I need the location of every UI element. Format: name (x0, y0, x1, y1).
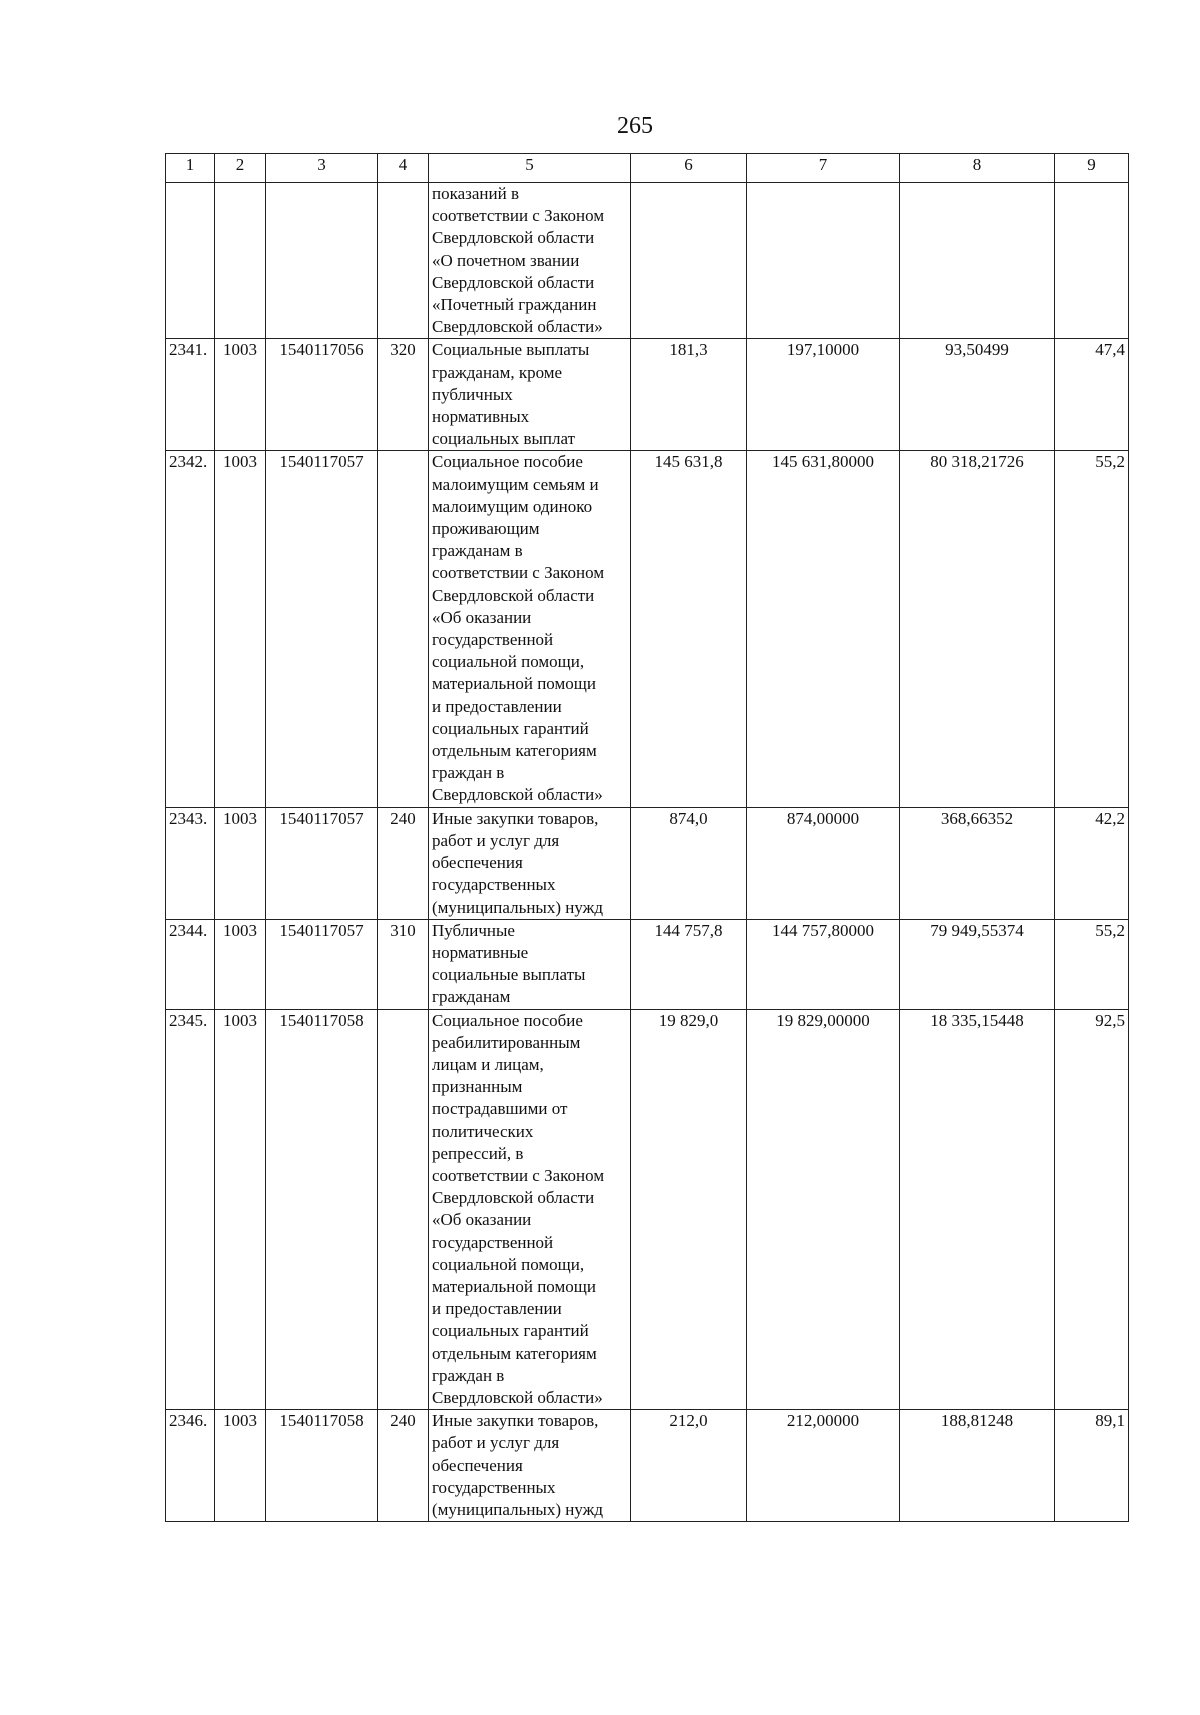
description-line: проживающим (432, 519, 540, 539)
target-article-cell: 1540117057 (266, 807, 378, 919)
description-line: признанным (432, 1077, 523, 1097)
row-number-cell: 2341. (166, 339, 215, 451)
section-code-cell: 1003 (215, 339, 266, 451)
description-cell (429, 807, 631, 919)
budget-table (165, 153, 1129, 1522)
section-code-cell: 1003 (215, 1009, 266, 1410)
description-line: работ и услуг для (432, 830, 560, 850)
row-number-cell: 2343. (166, 807, 215, 919)
target-article-cell: 1540117058 (266, 1410, 378, 1522)
description-line: работ и услуг для (432, 1433, 560, 1453)
approved-amount-cell: 212,0 (631, 1410, 747, 1522)
description-line: государственной (432, 1232, 554, 1252)
execution-percent-cell: 47,4 (1055, 339, 1129, 451)
description-line: социальных гарантий (432, 1321, 589, 1341)
description-line: Иные закупки товаров, (432, 1411, 599, 1431)
approved-amount-cell: 181,3 (631, 339, 747, 451)
description-line: нормативные (432, 942, 529, 962)
description-line: и предоставлении (432, 1299, 562, 1319)
description-line: социальной помощи, (432, 652, 585, 672)
description-line: (муниципальных) нужд (432, 897, 604, 917)
description-line: граждан в (432, 763, 505, 783)
specified-amount-cell: 874,00000 (747, 807, 900, 919)
description-line: материальной помощи (432, 674, 596, 694)
description-line: (муниципальных) нужд (432, 1499, 604, 1519)
approved-amount-cell: 144 757,8 (631, 919, 747, 1009)
description-line: «Почетный гражданин (432, 295, 597, 315)
description-line: социальных гарантий (432, 718, 589, 738)
expense-type-cell: 310 (378, 919, 429, 1009)
row-number-cell: 2344. (166, 919, 215, 1009)
description-line: соответствии с Законом (432, 206, 605, 226)
column-header: 1 (166, 154, 215, 183)
column-header: 5 (429, 154, 631, 183)
description-line: Свердловской области» (432, 1387, 603, 1407)
description-line: обеспечения (432, 853, 523, 873)
page-number: 265 (617, 113, 653, 139)
description-line: материальной помощи (432, 1276, 596, 1296)
description-line: гражданам в (432, 541, 523, 561)
table-row (166, 1410, 1129, 1522)
description-line: отдельным категориям (432, 741, 597, 761)
executed-amount-cell: 80 318,21726 (900, 451, 1055, 807)
expense-type-cell: 240 (378, 1410, 429, 1522)
section-code-cell: 1003 (215, 1410, 266, 1522)
row-number-cell: 2342. (166, 451, 215, 807)
expense-type-cell: 320 (378, 339, 429, 451)
specified-amount-cell: 144 757,80000 (747, 919, 900, 1009)
table-row (166, 1009, 1129, 1410)
description-line: Социальные выплаты (432, 340, 590, 360)
description-line: гражданам, кроме (432, 362, 563, 382)
description-line: соответствии с Законом (432, 563, 605, 583)
description-cell (429, 183, 631, 339)
description-cell (429, 919, 631, 1009)
description-cell (429, 339, 631, 451)
executed-amount-cell: 79 949,55374 (900, 919, 1055, 1009)
description-line: политических (432, 1121, 534, 1141)
description-cell (429, 451, 631, 807)
description-line: социальной помощи, (432, 1254, 585, 1274)
description-line: лицам и лицам, (432, 1054, 544, 1074)
approved-amount-cell: 874,0 (631, 807, 747, 919)
column-header: 8 (900, 154, 1055, 183)
description-cell (429, 1410, 631, 1522)
description-line: реабилитированным (432, 1032, 581, 1052)
table-row (166, 451, 1129, 807)
description-line: государственных (432, 1477, 556, 1497)
column-header: 4 (378, 154, 429, 183)
specified-amount-cell: 212,00000 (747, 1410, 900, 1522)
description-line: Публичные (432, 920, 515, 940)
column-header: 3 (266, 154, 378, 183)
description-line: Социальное пособие (432, 452, 583, 472)
row-number-cell: 2346. (166, 1410, 215, 1522)
executed-amount-cell: 18 335,15448 (900, 1009, 1055, 1410)
execution-percent-cell: 55,2 (1055, 451, 1129, 807)
description-line: «Об оказании (432, 607, 532, 627)
table-row (166, 807, 1129, 919)
section-code-cell: 1003 (215, 451, 266, 807)
table-row (166, 339, 1129, 451)
row-number-cell: 2345. (166, 1009, 215, 1410)
description-line: Иные закупки товаров, (432, 808, 599, 828)
description-line: и предоставлении (432, 696, 562, 716)
description-line: Свердловской области (432, 228, 595, 248)
description-line: социальных выплат (432, 429, 576, 449)
execution-percent-cell: 89,1 (1055, 1410, 1129, 1522)
target-article-cell: 1540117056 (266, 339, 378, 451)
description-line: показаний в (432, 184, 519, 203)
description-line: Свердловской области» (432, 785, 603, 805)
execution-percent-cell: 92,5 (1055, 1009, 1129, 1410)
specified-amount-cell: 19 829,00000 (747, 1009, 900, 1410)
description-line: нормативных (432, 407, 530, 427)
column-header: 2 (215, 154, 266, 183)
description-line: соответствии с Законом (432, 1165, 605, 1185)
description-line: Свердловской области (432, 585, 595, 605)
description-line: граждан в (432, 1365, 505, 1385)
target-article-cell: 1540117057 (266, 451, 378, 807)
description-line: пострадавшими от (432, 1099, 568, 1119)
column-number-row (166, 154, 1129, 183)
continuation-row (166, 183, 1129, 339)
approved-amount-cell: 145 631,8 (631, 451, 747, 807)
section-code-cell: 1003 (215, 807, 266, 919)
column-header: 7 (747, 154, 900, 183)
expense-type-cell (378, 451, 429, 807)
description-line: Социальное пособие (432, 1010, 583, 1030)
execution-percent-cell: 42,2 (1055, 807, 1129, 919)
executed-amount-cell: 93,50499 (900, 339, 1055, 451)
description-line: малоимущим семьям и (432, 474, 599, 494)
description-line: Свердловской области» (432, 317, 603, 337)
table-row (166, 919, 1129, 1009)
description-line: Свердловской области (432, 272, 595, 292)
description-line: репрессий, в (432, 1143, 524, 1163)
column-header: 6 (631, 154, 747, 183)
execution-percent-cell: 55,2 (1055, 919, 1129, 1009)
description-cell (429, 1009, 631, 1410)
target-article-cell: 1540117057 (266, 919, 378, 1009)
executed-amount-cell: 188,81248 (900, 1410, 1055, 1522)
description-line: «Об оказании (432, 1210, 532, 1230)
section-code-cell: 1003 (215, 919, 266, 1009)
description-line: социальные выплаты (432, 965, 586, 985)
description-line: обеспечения (432, 1455, 523, 1475)
target-article-cell: 1540117058 (266, 1009, 378, 1410)
description-line: отдельным категориям (432, 1343, 597, 1363)
description-line: малоимущим одиноко (432, 496, 593, 516)
expense-type-cell: 240 (378, 807, 429, 919)
description-line: государственной (432, 630, 554, 650)
description-line: государственных (432, 875, 556, 895)
description-line: Свердловской области (432, 1188, 595, 1208)
executed-amount-cell: 368,66352 (900, 807, 1055, 919)
description-line: «О почетном звании (432, 250, 580, 270)
expense-type-cell (378, 1009, 429, 1410)
approved-amount-cell: 19 829,0 (631, 1009, 747, 1410)
column-header: 9 (1055, 154, 1129, 183)
specified-amount-cell: 197,10000 (747, 339, 900, 451)
description-line: гражданам (432, 987, 511, 1007)
description-line: публичных (432, 384, 513, 404)
specified-amount-cell: 145 631,80000 (747, 451, 900, 807)
